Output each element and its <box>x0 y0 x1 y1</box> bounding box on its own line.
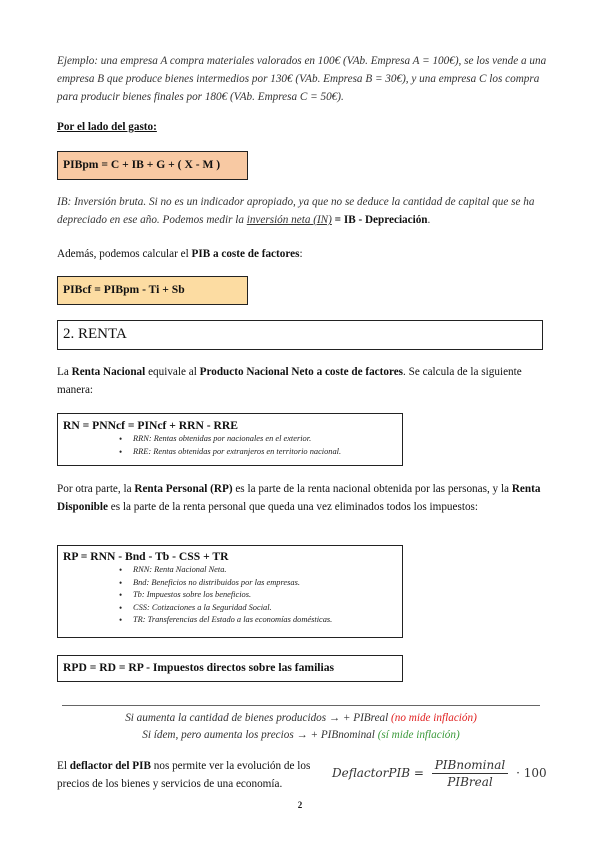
pib-real-line <box>62 710 540 727</box>
pibcf-formula-box <box>57 276 248 305</box>
pnn-term: Producto Nacional Neto a coste de factores <box>199 366 404 378</box>
rp-intro <box>57 480 547 516</box>
si-mide-inflacion: (sí mide inflación) <box>377 729 460 741</box>
rp-formula-box <box>57 545 403 638</box>
renta-nacional-term: Renta Nacional <box>71 366 146 378</box>
deflactor-numerator: PIBnominal <box>432 758 509 774</box>
renta-personal-term: Renta Personal (RP) <box>134 483 233 495</box>
pib-nominal-text: Si ídem, pero aumenta los precios → + PIBnominal <box>142 729 375 741</box>
deflactor-text-1: El <box>57 760 70 772</box>
no-mide-inflacion: (no mide inflación) <box>391 712 477 724</box>
renta-heading-box <box>57 320 543 350</box>
renta-heading: 2. RENTA <box>63 326 127 342</box>
inversion-neta-term: inversión neta (IN) <box>246 214 332 226</box>
pibpm-formula-box <box>57 151 248 180</box>
deflactor-text-2: nos permite ver la evolución de los precios de los bienes y servicios de una economía. <box>57 760 311 790</box>
pib-nominal-line <box>62 727 540 744</box>
renta-intro-1: La <box>57 366 72 378</box>
ib-note-text: IB: Inversión bruta. Si no es un indicador apropiado, ya que no se deduce la cantidad de capital que se ha depreciado en ese año. Podemos medir la <box>57 196 535 226</box>
pibpm-formula: PIBpm = C + IB + G + ( X - M ) <box>63 158 221 171</box>
example-paragraph <box>57 52 547 106</box>
rp-formula: RP = RNN - Bnd - Tb - CSS + TR <box>63 550 229 563</box>
ib-note-end: . <box>427 214 431 226</box>
cf-intro-colon: : <box>299 248 303 260</box>
example-text: Ejemplo: una empresa A compra materiales valorados en 100€ (VAb. Empresa A = 100€), se los vende a una empresa B que produce bienes intermedios por 130€ (VAb. Empresa B = 30€), y una empresa C los compra para producir bienes finales por 180€ (VAb. Empresa C = 50€). <box>57 55 547 103</box>
inflation-notes <box>62 710 540 744</box>
deflactor-formula <box>332 758 547 789</box>
deflactor-denominator: PIBreal <box>447 775 493 789</box>
pib-real-text: Si aumenta la cantidad de bienes producidos → + PIBreal <box>125 712 389 724</box>
list-item: • RRE: Rentas obtenidas por extranjeros en territorio nacional. <box>133 446 402 459</box>
rp-intro-3: es la parte de la renta personal que queda una vez eliminados todos los impuestos: <box>107 501 478 513</box>
list-item: • CSS: Cotizaciones a la Seguridad Social. <box>133 602 402 615</box>
ib-note-formula: = IB - Depreciación <box>331 214 428 226</box>
list-item: • TR: Transferencias del Estado a las economías domésticas. <box>133 614 402 627</box>
renta-intro <box>57 363 547 399</box>
rpd-formula-box <box>57 655 403 682</box>
cf-intro-bold: PIB a coste de factores <box>191 248 300 260</box>
list-item: • RNN: Renta Nacional Neta. <box>133 564 402 577</box>
list-item: • Tb: Impuestos sobre los beneficios. <box>133 589 402 602</box>
rp-intro-1: Por otra parte, la <box>57 483 135 495</box>
pibcf-formula: PIBcf = PIBpm - Ti + Sb <box>63 283 185 296</box>
rn-definitions <box>63 433 402 458</box>
deflactor-paragraph <box>57 757 325 793</box>
cf-intro <box>57 245 547 263</box>
rpd-formula: RPD = RD = RP - Impuestos directos sobre las familias <box>63 661 335 674</box>
deflactor-fraction <box>432 758 509 789</box>
deflactor-term: deflactor del PIB <box>69 760 151 772</box>
rn-formula: RN = PNNcf = PINcf + RRN - RRE <box>63 419 239 432</box>
renta-intro-3: . Se calcula de la siguiente manera: <box>57 366 522 396</box>
page-number: 2 <box>297 800 303 810</box>
cf-intro-text: Además, podemos calcular el <box>57 248 192 260</box>
list-item: • Bnd: Beneficios no distribuidos por las empresas. <box>133 577 402 590</box>
divider <box>62 705 540 706</box>
gasto-heading: Por el lado del gasto: <box>57 121 157 133</box>
deflactor-rhs: · 100 <box>516 766 547 780</box>
rn-formula-box <box>57 413 403 466</box>
rp-intro-2: es la parte de la renta nacional obtenida por las personas, y la <box>232 483 512 495</box>
renta-disponible-term: Renta Disponible <box>57 483 541 513</box>
renta-intro-2: equivale al <box>145 366 200 378</box>
deflactor-lhs: DeflactorPIB = <box>332 766 424 780</box>
list-item: • RRN: Rentas obtenidas por nacionales en el exterior. <box>133 433 402 446</box>
rp-definitions <box>63 564 402 627</box>
ib-note <box>57 193 547 229</box>
